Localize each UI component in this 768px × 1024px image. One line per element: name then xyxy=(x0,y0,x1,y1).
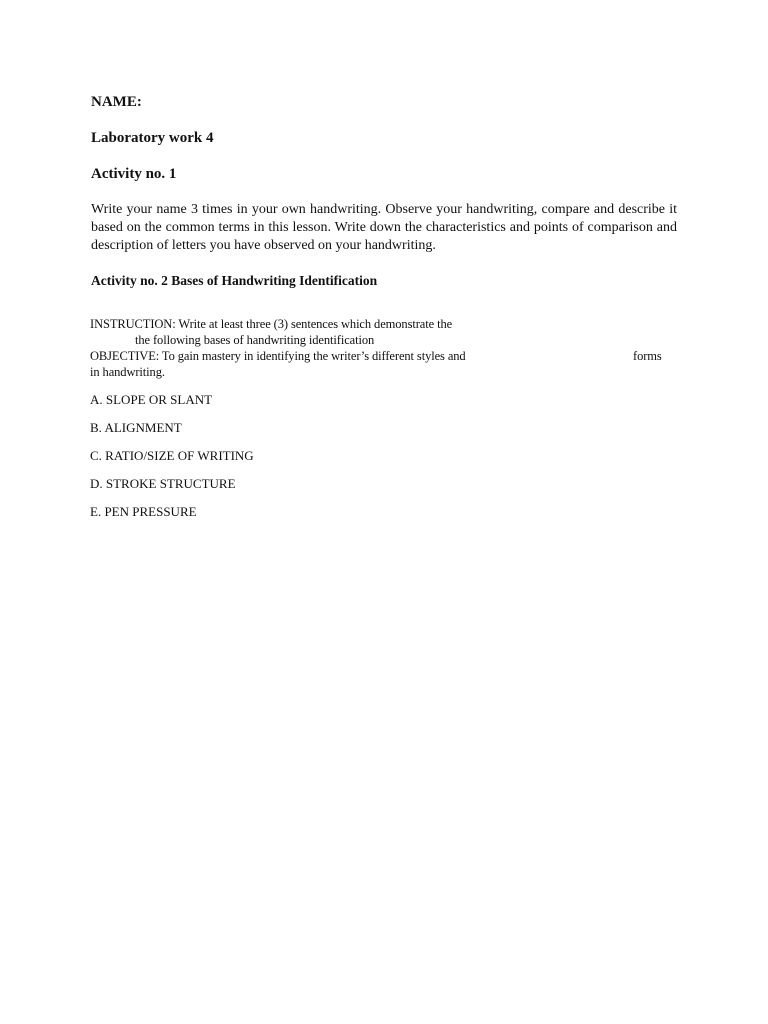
instruction-line2: the following bases of handwriting identification xyxy=(135,333,375,347)
instruction-line1: INSTRUCTION: Write at least three (3) sentences which demonstrate the xyxy=(90,317,453,331)
name-label: NAME: xyxy=(91,94,142,110)
activity1-heading: Activity no. 1 xyxy=(91,166,177,182)
list-item-ratio: C. RATIO/SIZE OF WRITING xyxy=(90,448,254,463)
lab-title: Laboratory work 4 xyxy=(91,130,214,146)
list-item-pen-pressure: E. PEN PRESSURE xyxy=(90,504,197,519)
activity2-heading: Activity no. 2 Bases of Handwriting Identification xyxy=(91,273,378,288)
list-item-slope: A. SLOPE OR SLANT xyxy=(90,392,213,407)
list-item-alignment: B. ALIGNMENT xyxy=(90,420,182,435)
objective-forms: forms xyxy=(633,349,662,363)
list-item-stroke: D. STROKE STRUCTURE xyxy=(90,476,236,491)
objective-line2: in handwriting. xyxy=(90,365,165,379)
activity1-paragraph: Write your name 3 times in your own handwriting. Observe your handwriting, compare and describe it based on the common terms in this lesson. Write down the characteristics and points of comparison and description of letters you have observed on your handwriting. xyxy=(91,202,677,253)
objective-line1: OBJECTIVE: To gain mastery in identifying the writer’s different styles and xyxy=(90,349,466,363)
